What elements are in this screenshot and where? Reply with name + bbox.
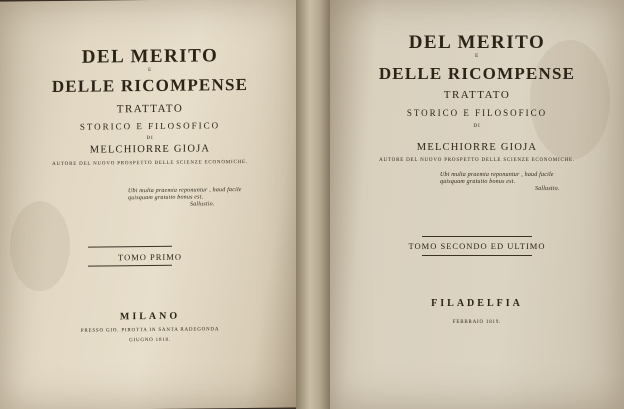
- author-name: MELCHIORRE GIOJA: [89, 143, 211, 156]
- imprint-date: FEBBRAIO 1819.: [452, 320, 502, 325]
- author-note: AUTORE DEL NUOVO PROSPETTO DELLE SCIENZE ECONOMICHE.: [379, 158, 575, 163]
- volume-rule-bottom: [88, 265, 172, 267]
- imprint-date: GIUGNO 1818.: [129, 337, 171, 344]
- epigraph-line1: Ubi multa praemia reponuntur , haud facile: [440, 172, 554, 178]
- paper-stain: [10, 201, 70, 292]
- subtitle-trattato: TRATTATO: [116, 102, 184, 116]
- imprint-printer: PRESSO GIO. PIROTTA IN SANTA RADEGONDA: [80, 327, 220, 334]
- subtitle-trattato: TRATTATO: [443, 89, 511, 101]
- author-prefix: DI: [473, 124, 481, 129]
- subtitle-storico: STORICO E FILOSOFICO: [79, 120, 221, 132]
- epigraph-line2: quisquam gratuito bonus est.: [128, 194, 204, 202]
- right-title-page: [330, 0, 624, 409]
- volume-rule-bottom: [422, 255, 532, 256]
- title-line2: DELLE RICOMPENSE: [51, 74, 249, 97]
- title-line1: DEL MERITO: [408, 32, 546, 53]
- epigraph-attribution: Sallustio.: [190, 201, 215, 208]
- imprint-city: FILADELFIA: [431, 298, 523, 309]
- epigraph-line2: quisquam gratuito bonus est.: [440, 179, 516, 185]
- epigraph: [440, 172, 560, 193]
- title-line1: DEL MERITO: [81, 45, 219, 68]
- volume-label: TOMO PRIMO: [118, 251, 182, 263]
- author-prefix: DI: [146, 135, 154, 142]
- title-line2: DELLE RICOMPENSE: [378, 64, 576, 83]
- volume-rule-top: [422, 236, 532, 237]
- volume-rule-top: [88, 246, 172, 248]
- epigraph-attribution: Sallustio.: [535, 186, 560, 192]
- title-connector: E: [148, 67, 152, 74]
- imprint-city: MILANO: [119, 310, 181, 323]
- title-connector: E: [475, 54, 479, 59]
- author-note: AUTORE DEL NUOVO PROSPETTO DELLE SCIENZE ECONOMICHE.: [52, 159, 248, 168]
- volume-label: TOMO SECONDO ED ULTIMO: [408, 241, 546, 251]
- subtitle-storico: STORICO E FILOSOFICO: [406, 108, 548, 118]
- author-name: MELCHIORRE GIOJA: [416, 142, 538, 153]
- epigraph-line1: Ubi multa praemia reponuntur , haud facile: [128, 187, 242, 195]
- epigraph: [128, 187, 242, 209]
- left-title-page: [0, 0, 300, 409]
